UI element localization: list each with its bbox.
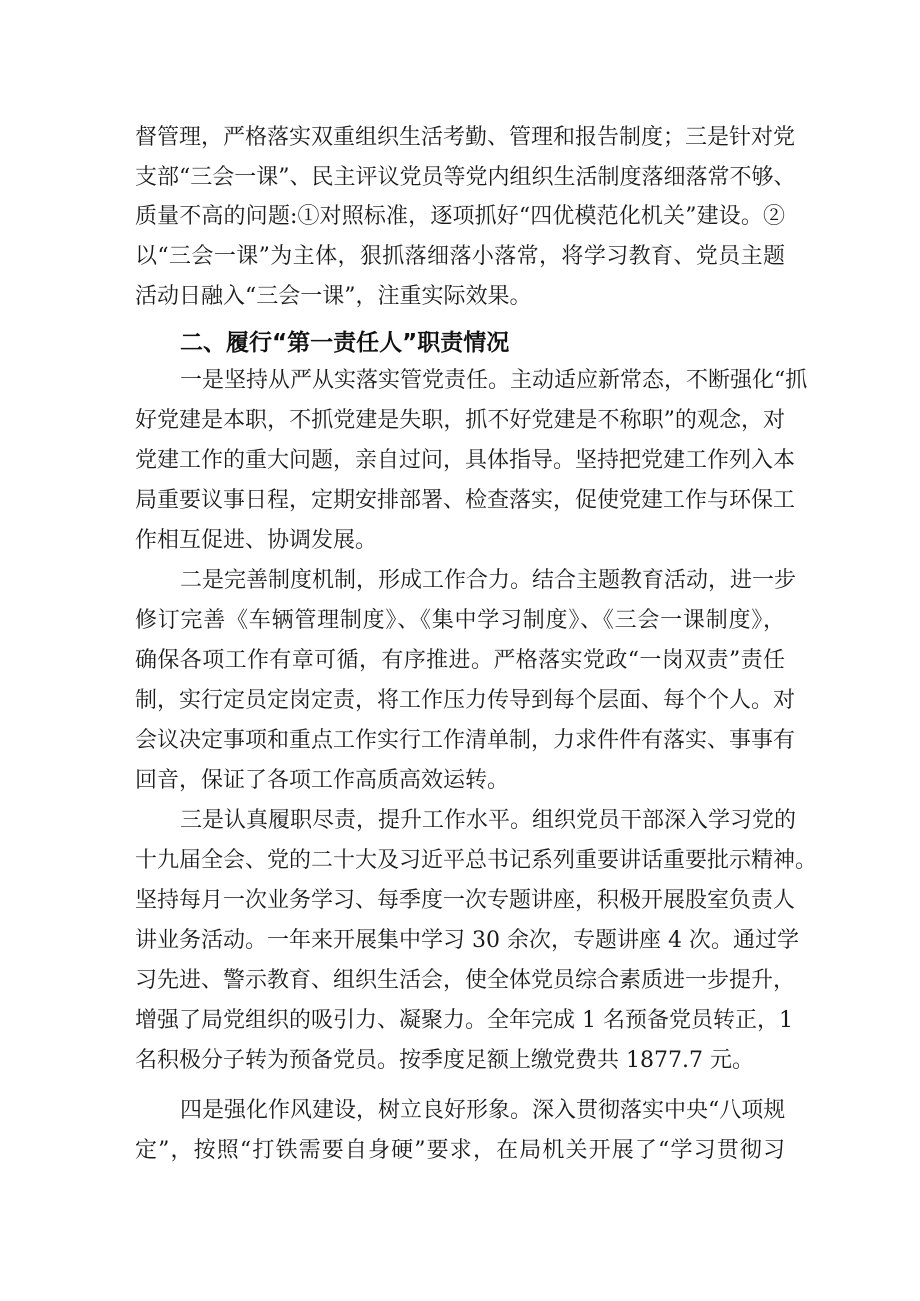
paragraph-1-line-1: 一是坚持从严从实落实管党责任。主动适应新常态，不断强化“抓: [180, 368, 808, 393]
paragraph-4-line-2: 定”，按照“打铁需要自身硬”要求，在局机关开展了“学习贯彻习: [135, 1138, 785, 1163]
paragraph-4-line-1: 四是强化作风建设，树立良好形象。深入贯彻落实中央“八项规: [180, 1098, 786, 1123]
paragraph-3-line-5: 习先进、警示教育、组织生活会，使全体党员综合素质进一步提升，: [135, 968, 796, 993]
intro-line-5: 活动日融入“三会一课”，注重实际效果。: [135, 284, 532, 309]
paragraph-1-line-3: 党建工作的重大问题，亲自过问，具体指导。坚持把党建工作列入本: [135, 448, 796, 473]
paragraph-2-line-5: 会议决定事项和重点工作实行工作清单制，力求件件有落实、事事有: [135, 728, 796, 753]
paragraph-1-line-4: 局重要议事日程，定期安排部署、检查落实，促使党建工作与环保工: [135, 488, 796, 513]
paragraph-2-line-2: 修订完善《车辆管理制度》、《集中学习制度》、《三会一课制度》，: [135, 608, 785, 633]
paragraph-3-line-7: 名积极分子转为预备党员。按季度足额上缴党费共 1877.7 元。: [135, 1048, 754, 1073]
paragraph-1-line-2: 好党建是本职，不抓党建是失职，抓不好党建是不称职”的观念，对: [135, 408, 785, 433]
intro-line-3: 质量不高的问题:①对照标准，逐项抓好“四优模范化机关”建设。②: [135, 204, 785, 229]
paragraph-2-line-6: 回音，保证了各项工作高质高效运转。: [135, 768, 510, 793]
paragraph-2-line-4: 制，实行定员定岗定责，将工作压力传导到每个层面、每个个人。对: [135, 688, 796, 713]
paragraph-2-line-1: 二是完善制度机制，形成工作合力。结合主题教育活动，进一步: [180, 568, 797, 593]
intro-line-1: 督管理，严格落实双重组织生活考勤、管理和报告制度；三是针对党: [135, 125, 796, 150]
intro-line-4: 以“三会一课”为主体，狠抓落细落小落常，将学习教育、党员主题: [135, 244, 785, 269]
paragraph-3-line-1: 三是认真履职尽责，提升工作水平。组织党员干部深入学习党的: [180, 808, 797, 833]
section-heading: 二、履行“第一责任人”职责情况: [180, 330, 510, 356]
paragraph-3-line-6: 增强了局党组织的吸引力、凝聚力。全年完成 1 名预备党员转正，1: [135, 1008, 793, 1033]
intro-line-2: 支部“三会一课”、民主评议党员等党内组织生活制度落细落常不够、: [135, 165, 796, 190]
paragraph-3-line-3: 坚持每月一次业务学习、每季度一次专题讲座，积极开展股室负责人: [135, 888, 796, 913]
paragraph-1-line-5: 作相互促进、协调发展。: [135, 528, 378, 553]
paragraph-2-line-3: 确保各项工作有章可循，有序推进。严格落实党政“一岗双责”责任: [135, 648, 785, 673]
paragraph-3-line-4: 讲业务活动。一年来开展集中学习 30 余次，专题讲座 4 次。通过学: [135, 928, 799, 953]
paragraph-3-line-2: 十九届全会、党的二十大及习近平总书记系列重要讲话重要批示精神。: [135, 848, 818, 873]
